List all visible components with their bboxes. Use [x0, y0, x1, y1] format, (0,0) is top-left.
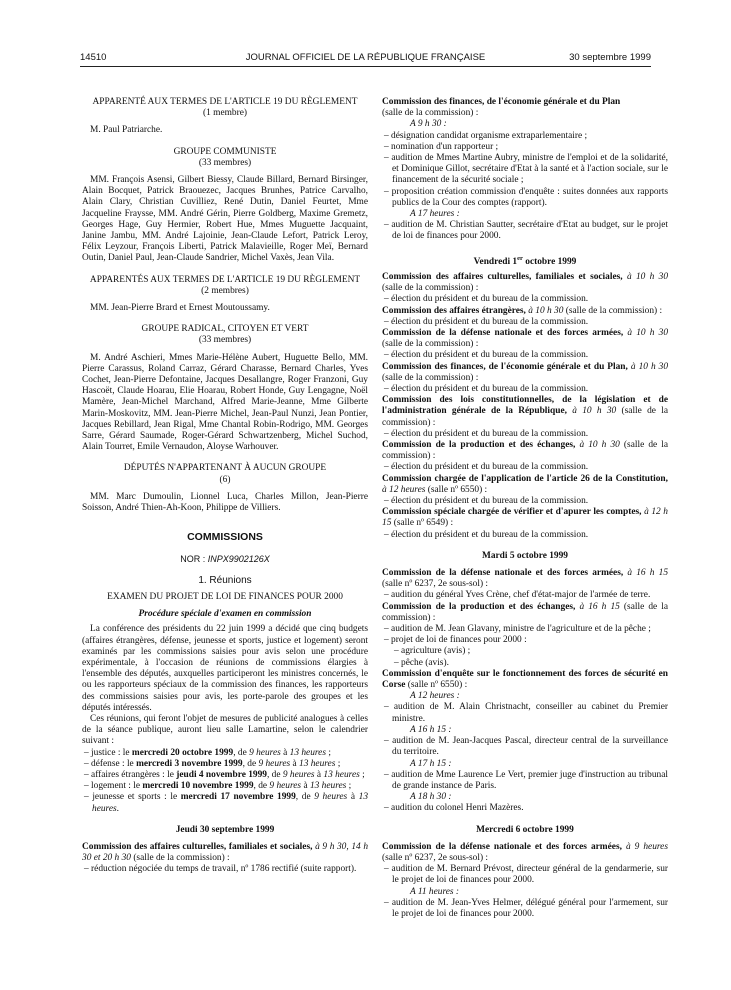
room-note: (salle nº 6549) :: [391, 518, 454, 529]
agenda-item: – audition de M. Jean Glavany, ministre de l'agriculture et de la pêche ;: [384, 624, 651, 635]
schedule-part: 13 heures: [299, 758, 336, 769]
agenda-list: [382, 131, 668, 209]
commission-name: Commission des affaires étrangères,: [382, 305, 526, 316]
schedule-part: à: [290, 758, 299, 769]
reunions-heading: 1. Réunions: [198, 574, 252, 586]
schedule-part: mercredi 17 novembre 1999: [180, 792, 296, 803]
vendredi-list: [382, 272, 668, 541]
nor-reference: NOR : INPX9902126X: [180, 553, 270, 564]
time-heading: A 11 heures :: [410, 886, 460, 897]
issue-date: 30 septembre 1999: [569, 52, 651, 63]
intro-paragraph: La conférence des présidents du 22 juin 1999 a décidé que cinq budgets (affaires étrangères, défense, jeunesse et sports, justice et logement) seront examinés par les commissions saisies pour avis selon une procédure expérimentale, à l'occasion de réunions de commissions élargies à l'ensemble des députés, auxquelles participeront les ministres concernés, le ou les rapporteurs spéciaux de la commission des finances, les rapporteurs des commissions saisies pour avis, les porte-parole des groupes et les députés intéressés.: [82, 624, 368, 713]
commission-name: Commission spéciale chargée de vérifier et d'apurer les comptes,: [382, 507, 642, 518]
schedule-part: 9 heures: [269, 781, 302, 792]
schedule-part: – logement : le: [84, 781, 143, 792]
schedule-part: , de: [266, 769, 283, 780]
schedule-part: ;: [335, 758, 341, 769]
commissions-heading: COMMISSIONS: [187, 531, 263, 544]
agenda-item: – élection du président et du bureau de la commission.: [384, 316, 589, 327]
commission-entry: Commission d'enquête sur le fonctionnement des forces de sécurité en Corse (salle nº 6550) :: [382, 668, 668, 691]
agenda-item: – projet de loi de finances pour 2000 :: [384, 635, 527, 646]
agenda-item: – audition de M. Bernard Prévost, directeur général de la gendarmerie, sur le projet de loi de finances pour 2000.: [384, 864, 668, 886]
schedule-part: à: [280, 747, 290, 758]
commission-entry: Commission des finances, de l'économie générale et du Plan: [382, 97, 621, 107]
room-note: (salle de la commission) :: [563, 305, 663, 316]
schedule-part: – défense : le: [84, 758, 137, 769]
member-list: MM. François Asensi, Gilbert Biessy, Claude Billard, Bernard Birsinger, Alain Bocquet, Patrick Braouezec, Jacques Brunhes, Patrice Carvalho, Alain Clary, Christian Cuvilliez, René Dutin, Daniel Feurtet, Mme Jacqueline Fraysse, MM. André Gérin, Pierre Goldberg, Maxime Gremetz, Georges Hage, Guy Hermier, Robert Hue, Mmes Muguette Jacquaint, Janine Jambu, MM. André Lajoinie, Jean-Claude Lefort, Patrick Leroy, Félix Leyzour, François Liberti, Patrick Malavieille, Roger Meï, Bernard Outin, Daniel Paul, Jean-Claude Sandrier, Michel Vaxès, Jean Vila.: [82, 175, 368, 264]
agenda-subitem: – pêche (avis).: [394, 657, 449, 668]
commission-entry: [382, 474, 668, 496]
member-list: M. Paul Patriarche.: [90, 125, 163, 136]
schedule-part: ;: [326, 747, 331, 758]
schedule-item: [82, 748, 368, 759]
agenda-item: – audition de Mme Laurence Le Vert, premier juge d'instruction au tribunal de grande instance de Paris.: [384, 769, 668, 791]
schedule-part: à: [347, 792, 359, 803]
meeting-time: à 12 h 15: [382, 507, 668, 529]
section-heading: APPARENTÉS AUX TERMES DE L'ARTICLE 19 DU RÈGLEMENT: [89, 274, 361, 285]
section-heading: DÉPUTÉS N'APPARTENANT À AUCUN GROUPE: [123, 463, 327, 474]
agenda-item: – audition de M. Jean-Jacques Pascal, directeur central de la surveillance du territoire.: [384, 736, 668, 758]
schedule-part: 9 heures: [249, 747, 281, 758]
agenda-list: [382, 220, 668, 242]
schedule-part: 13 heures: [92, 792, 368, 814]
page-header: [80, 52, 651, 66]
schedule-part: , de: [253, 781, 270, 792]
right-column: [382, 97, 668, 920]
schedule-item: [82, 781, 368, 792]
commission-entry: [382, 306, 668, 317]
commission-entry: Commission de la défense nationale et des forces armées, à 9 heures (salle nº 6237, 2e sous-sol) :: [382, 841, 668, 863]
agenda-item: – proposition création commission d'enquête : suites données aux rapports publics de la Cour des comptes (rapport).: [384, 186, 668, 208]
schedule-part: mercredi 10 novembre 1999: [142, 781, 254, 792]
page-number: 14510: [80, 52, 107, 63]
room-note: (salle de la commission) :: [382, 406, 669, 428]
time-heading: A 17 h 15 :: [410, 758, 452, 769]
member-count: (33 membres): [198, 157, 252, 168]
meeting-time: à 10 h 30: [630, 361, 668, 372]
agenda-item: – désignation candidat organisme extraparlementaire ;: [384, 130, 588, 141]
time-heading: A 17 heures :: [410, 209, 460, 220]
schedule-list: [82, 748, 368, 815]
commission-entry: Commission de la production et des échanges, à 16 h 15 (salle de la commission) :: [382, 601, 669, 623]
left-column: [82, 97, 368, 876]
schedule-part: , de: [242, 758, 259, 769]
calendar-paragraph: Ces réunions, qui feront l'objet de mesures de publicité analogues à celles de la séance publique, auront lieu salle Lamartine, selon le calendrier suivant :: [82, 713, 368, 747]
member-list: M. André Aschieri, Mmes Marie-Hélène Aubert, Huguette Bello, MM. Pierre Carassus, Roland Carraz, Gérard Charasse, Bernard Charles, Yves Cochet, Jean-Pierre Defontaine, Jacques Desallangre, Roger Franzoni, Guy Hascoët, Claude Hoarau, Elie Hoarau, Robert Honde, Guy Lengagne, Noël Mamère, Jean-Michel Marchand, Alfred Marie-Jeanne, Mme Gilberte Marin-Moskovitz, MM. Jean-Pierre Michel, Jean-Paul Nunzi, Jean Pontier, Jacques Rebillard, Jean Rigal, Mme Chantal Robin-Rodrigo, MM. Georges Sarre, Gérard Saumade, Roger-Gérard Schwartzenberg, Michel Suchod, Alain Tourret, Emile Vernaudon, Aloyse Warhouver.: [82, 352, 368, 453]
commission-entry: [382, 272, 668, 294]
member-count: (33 membres): [198, 335, 252, 346]
agenda-item: – audition de M. Christian Sautter, secrétaire d'Etat au budget, sur le projet de loi de finances pour 2000.: [384, 220, 668, 242]
room-note: (salle de la commission) :: [382, 440, 669, 462]
schedule-part: – affaires étrangères : le: [84, 769, 177, 780]
commission-entry: [382, 328, 668, 350]
day-heading: Vendredi 1er octobre 1999: [473, 254, 577, 267]
member-count: (1 membre): [203, 108, 247, 119]
schedule-part: 13 heures: [289, 747, 326, 758]
agenda-item: – audition de M. Alain Christnacht, conseiller au cabinet du Premier ministre.: [384, 702, 668, 724]
meeting-time: à 10 h 30: [626, 271, 669, 282]
room-note: (salle de la commission) :: [382, 372, 479, 383]
commission-entry: Commission des affaires culturelles, familiales et sociales, à 9 h 30, 14 h 30 et 20 h 30 (salle de la commission) :: [82, 841, 369, 864]
meeting-time: à 12 heures: [382, 484, 426, 495]
member-list: MM. Marc Dumoulin, Lionnel Luca, Charles Millon, Jean-Pierre Soisson, André Thien-Ah-Koon, Philippe de Villiers.: [82, 491, 368, 514]
commission-entry: [382, 507, 668, 529]
member-count: (6): [219, 474, 231, 485]
schedule-part: 9 heures: [282, 769, 315, 780]
member-list: MM. Jean-Pierre Brard et Ernest Moutoussamy.: [90, 303, 270, 314]
section-heading: GROUPE COMMUNISTE: [173, 146, 277, 157]
schedule-part: 9 heures: [258, 758, 291, 769]
schedule-item: [82, 759, 368, 770]
agenda-item: – élection du président et du bureau de la commission.: [384, 462, 589, 473]
agenda-item: – audition du colonel Henri Mazères.: [384, 803, 524, 814]
agenda-item: – élection du président et du bureau de la commission.: [384, 294, 589, 305]
commission-name: Commission chargée de l'application de l'article 26 de la Constitution,: [382, 473, 668, 484]
examen-heading: EXAMEN DU PROJET DE LOI DE FINANCES POUR 2000: [107, 591, 343, 602]
schedule-item: [82, 770, 368, 781]
agenda-item: – réduction négociée du temps de travail, nº 1786 rectifié (suite rapport).: [84, 864, 357, 875]
meeting-time: à 10 h 30: [572, 406, 617, 417]
time-heading: A 16 h 15 :: [410, 724, 452, 735]
room-note: (salle de la commission) :: [382, 339, 479, 350]
agenda-item: – audition du général Yves Crène, chef d'état-major de l'armée de terre.: [384, 590, 651, 601]
agenda-item: – élection du président et du bureau de la commission.: [384, 384, 589, 394]
time-heading: A 9 h 30 :: [410, 119, 447, 130]
agenda-subitem: – agriculture (avis) ;: [394, 646, 471, 657]
section-heading: GROUPE RADICAL, CITOYEN ET VERT: [141, 324, 309, 335]
day-heading: Mercredi 6 octobre 1999: [476, 824, 574, 835]
schedule-part: à: [301, 781, 310, 792]
schedule-part: mercredi 3 novembre 1999: [136, 758, 243, 769]
procedure-heading: Procédure spéciale d'examen en commission: [138, 609, 312, 620]
day-heading: Mardi 5 octobre 1999: [481, 550, 568, 561]
day-heading: Jeudi 30 septembre 1999: [175, 824, 275, 835]
room-note: (salle de la commission) :: [382, 108, 479, 119]
member-count: (2 membres): [201, 285, 249, 296]
schedule-part: – jeunesse et sports : le: [84, 792, 181, 803]
agenda-item: – élection du président et du bureau de la commission.: [384, 350, 589, 361]
commission-name: Commission de la production et des échanges,: [382, 440, 576, 451]
schedule-part: , de: [233, 747, 250, 758]
schedule-part: , de: [295, 792, 315, 803]
agenda-item: – élection du président et du bureau de la commission.: [384, 496, 589, 507]
agenda-item: – audition de Mmes Martine Aubry, ministre de l'emploi et de la solidarité, et Dominique Gillot, secrétaire d'Etat à la santé et à l'action sociale, sur le financement de la sécurité sociale ;: [384, 153, 668, 186]
schedule-part: 13 heures: [309, 781, 347, 792]
schedule-part: .: [116, 803, 119, 814]
meeting-time: à 10 h 30: [579, 440, 620, 451]
agenda-item: – nomination d'un rapporteur ;: [384, 141, 499, 152]
room-note: (salle de la commission) :: [382, 283, 479, 294]
schedule-part: ;: [359, 769, 365, 780]
time-heading: A 18 h 30 :: [410, 792, 452, 803]
schedule-part: jeudi 4 novembre 1999: [176, 769, 267, 780]
commission-name: Commission des finances, de l'économie générale et du Plan,: [382, 361, 628, 372]
header-rule: [80, 66, 651, 67]
meeting-time: à 10 h 30: [528, 305, 564, 316]
time-heading: A 12 heures :: [410, 691, 460, 702]
section-heading: APPARENTÉ AUX TERMES DE L'ARTICLE 19 DU RÈGLEMENT: [92, 97, 358, 107]
schedule-part: – justice : le: [84, 747, 132, 758]
schedule-part: mercredi 20 octobre 1999: [131, 747, 234, 758]
agenda-item: – élection du président et du bureau de la commission.: [384, 428, 589, 439]
commission-entry: Commission de la défense nationale et des forces armées, à 16 h 15 (salle nº 6237, 2e sous-sol) :: [382, 568, 669, 590]
meeting-time: à 10 h 30: [627, 327, 669, 338]
journal-title: JOURNAL OFFICIEL DE LA RÉPUBLIQUE FRANÇAISE: [245, 52, 486, 63]
agenda-item: – audition de M. Jean-Yves Helmer, délégué général pour l'armement, sur le projet de loi de finances pour 2000.: [384, 897, 668, 919]
commission-entry: [382, 440, 668, 462]
schedule-item: [82, 792, 368, 814]
schedule-part: 13 heures: [323, 769, 360, 780]
commission-name: Commission des affaires culturelles, familiales et sociales,: [382, 271, 623, 282]
commission-entry: [382, 395, 668, 429]
schedule-part: à: [314, 769, 324, 780]
commission-entry: [382, 362, 668, 384]
schedule-part: ;: [346, 781, 352, 792]
commission-name: Commission de la défense nationale et des forces armées,: [382, 327, 624, 338]
commission-name: Commission des lois constitutionnelles, de la législation et de l'administration générale de la République,: [382, 395, 668, 417]
room-note: (salle nº 6550) :: [425, 484, 488, 495]
schedule-part: 9 heures: [314, 792, 348, 803]
enquete-list: [382, 691, 668, 814]
agenda-item: – élection du président et du bureau de la commission.: [384, 529, 589, 540]
